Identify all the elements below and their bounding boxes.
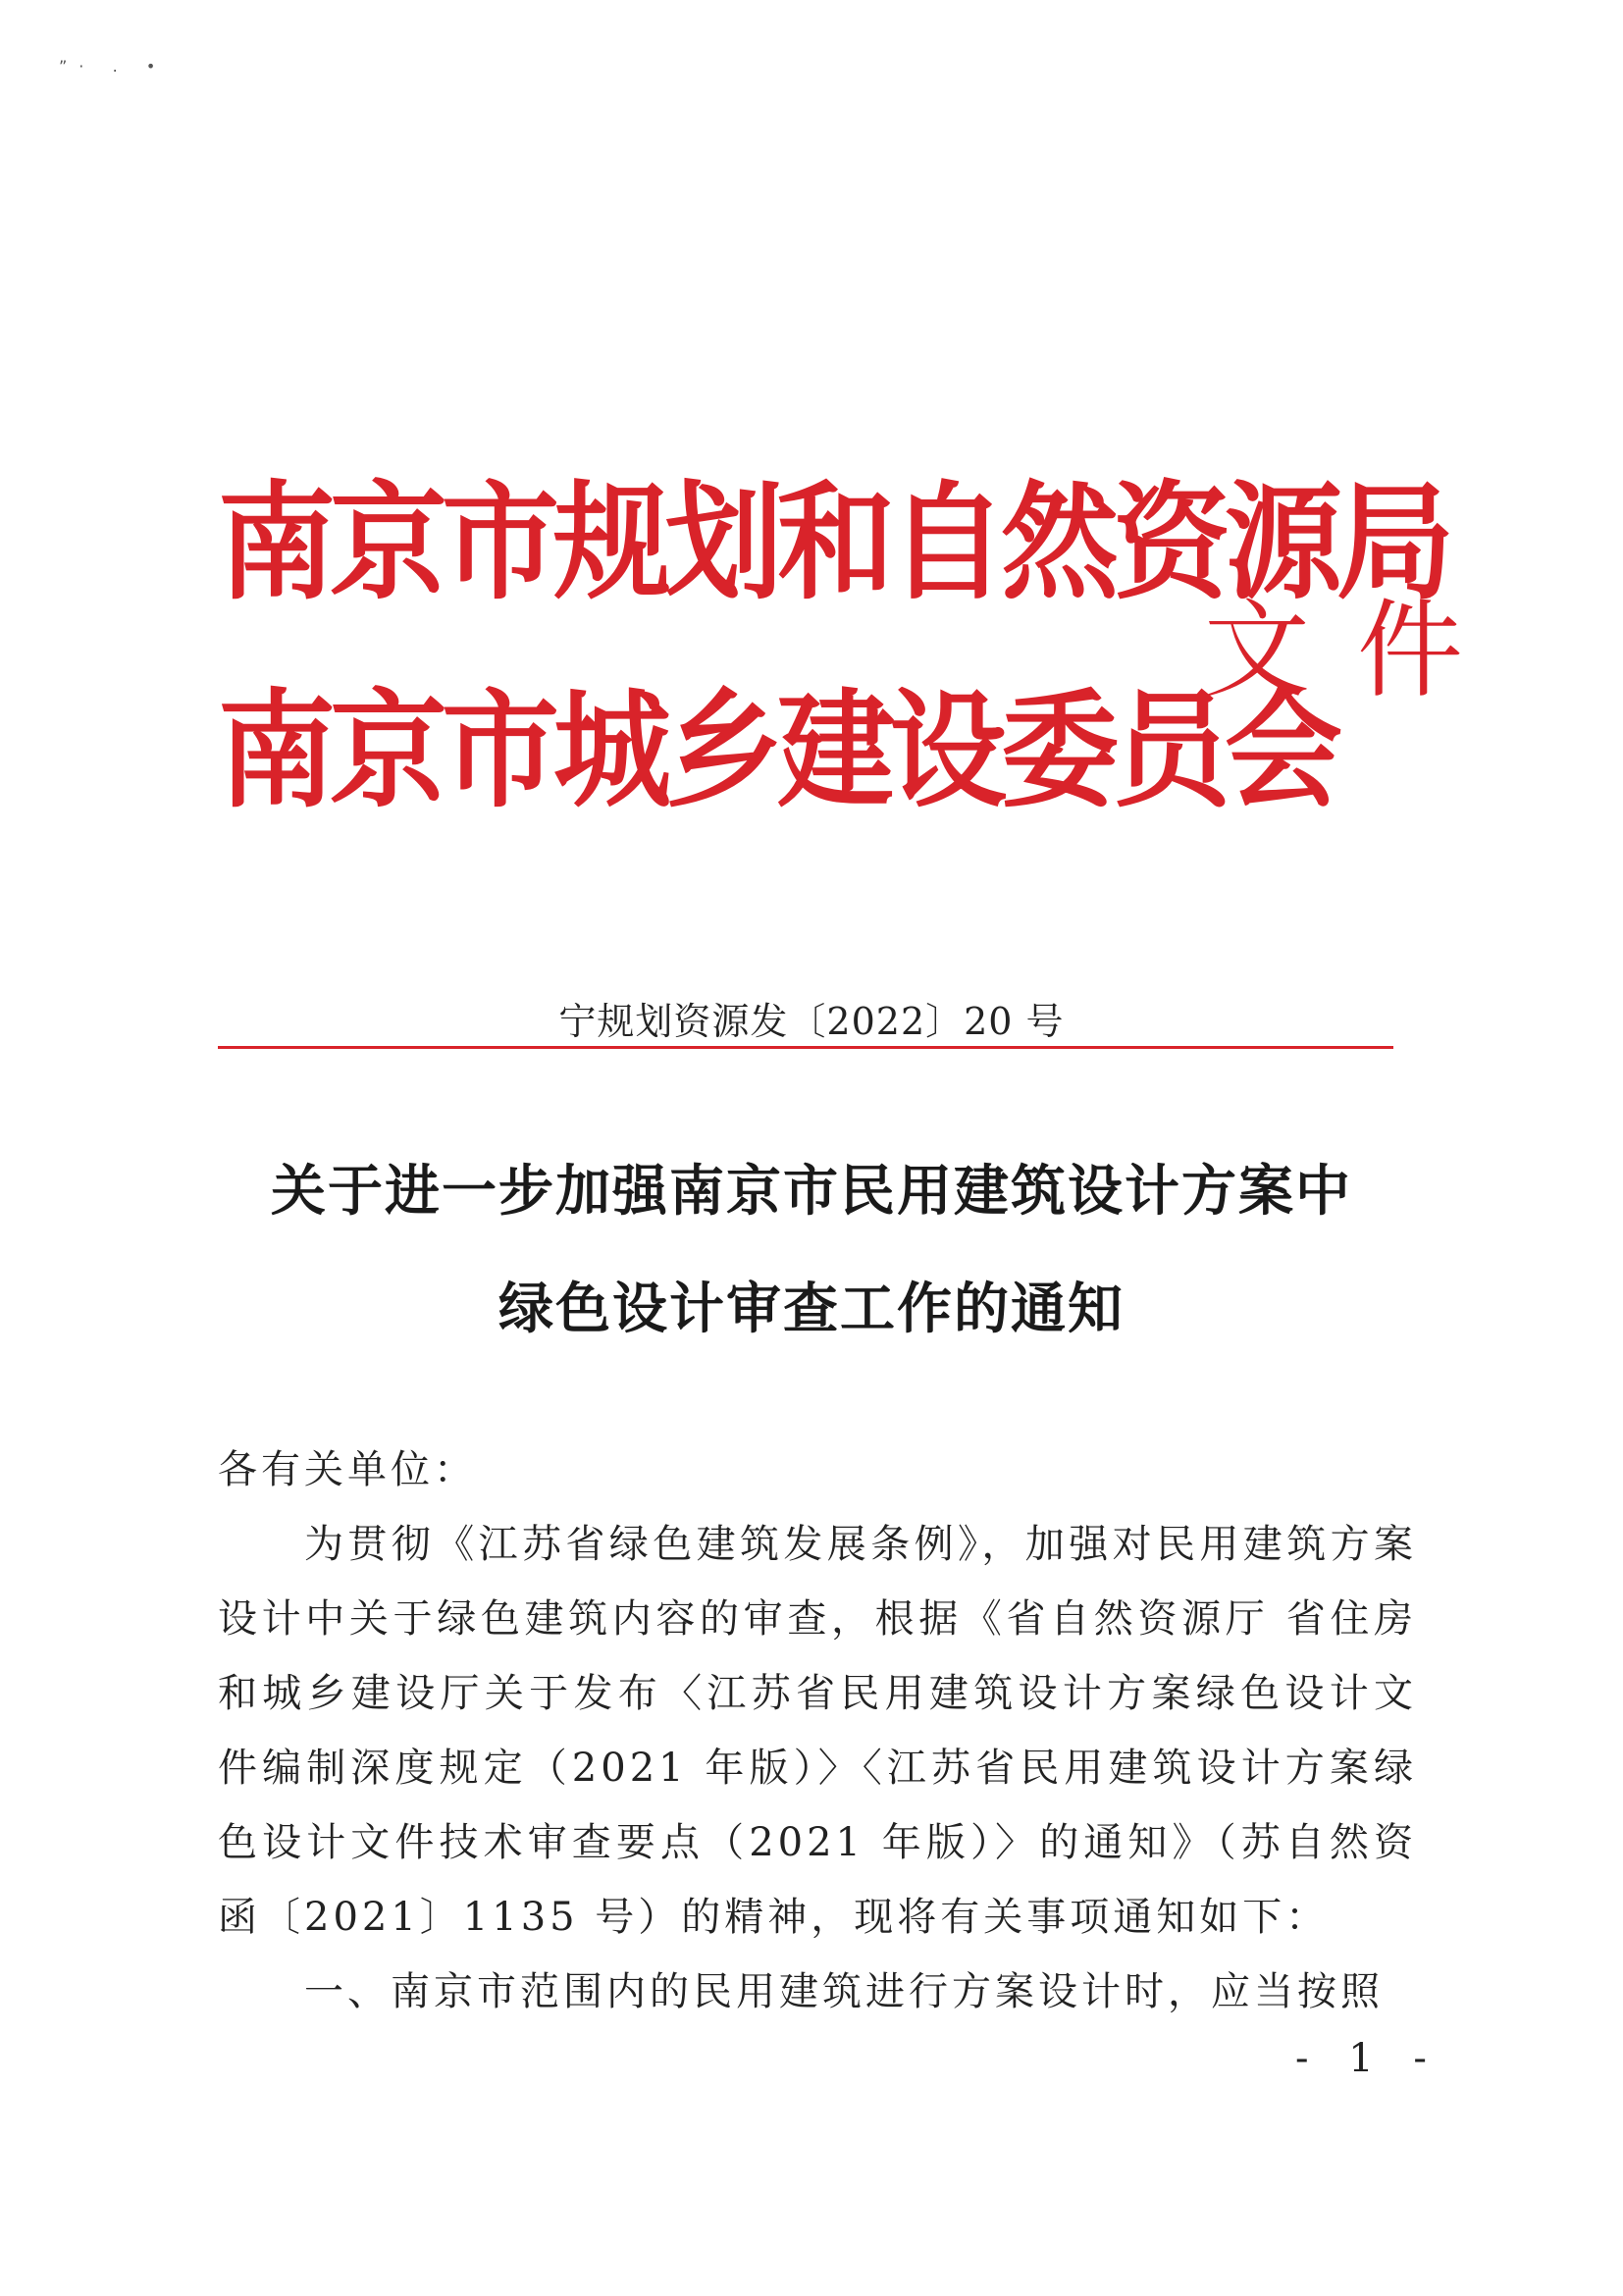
document-title-line-1: 关于进一步加强南京市民用建筑设计方案中 bbox=[271, 1159, 1352, 1224]
page-number: - 1 - bbox=[1295, 2036, 1440, 2081]
document-title-line-2: 绿色设计审查工作的通知 bbox=[498, 1277, 1125, 1341]
body-paragraph: 为贯彻《江苏省绿色建筑发展条例》，加强对民用建筑方案设计中关于绿色建筑内容的审查，根据《省自然资源厅 省住房和城乡建设厅关于发布〈江苏省民用建筑设计方案绿色设计文件编制深度规定（2021 年版）〉〈江苏省民用建筑设计方案绿色设计文件技术审查要点（2021 年版）〉的通知》（苏自然资函〔2021〕1135 号）的精神，现将有关事项通知如下： bbox=[218, 1522, 1417, 1940]
body-paragraph: 一、南京市范围内的民用建筑进行方案设计时，应当按照 bbox=[304, 1969, 1384, 2014]
issuer-name-1: 南京市规划和自然资源局 bbox=[218, 470, 1448, 618]
document-header bbox=[218, 470, 1511, 873]
red-divider bbox=[218, 1046, 1393, 1049]
issuer-name-2: 南京市城乡建设委员会 bbox=[218, 678, 1336, 826]
scan-marks: ”· ․ • bbox=[59, 57, 168, 76]
document-body bbox=[218, 1433, 1417, 2029]
document-label: 文件 bbox=[1204, 590, 1511, 712]
salutation: 各有关单位： bbox=[218, 1447, 477, 1492]
document-number: 宁规划资源发〔2022〕20 号 bbox=[558, 1000, 1065, 1043]
